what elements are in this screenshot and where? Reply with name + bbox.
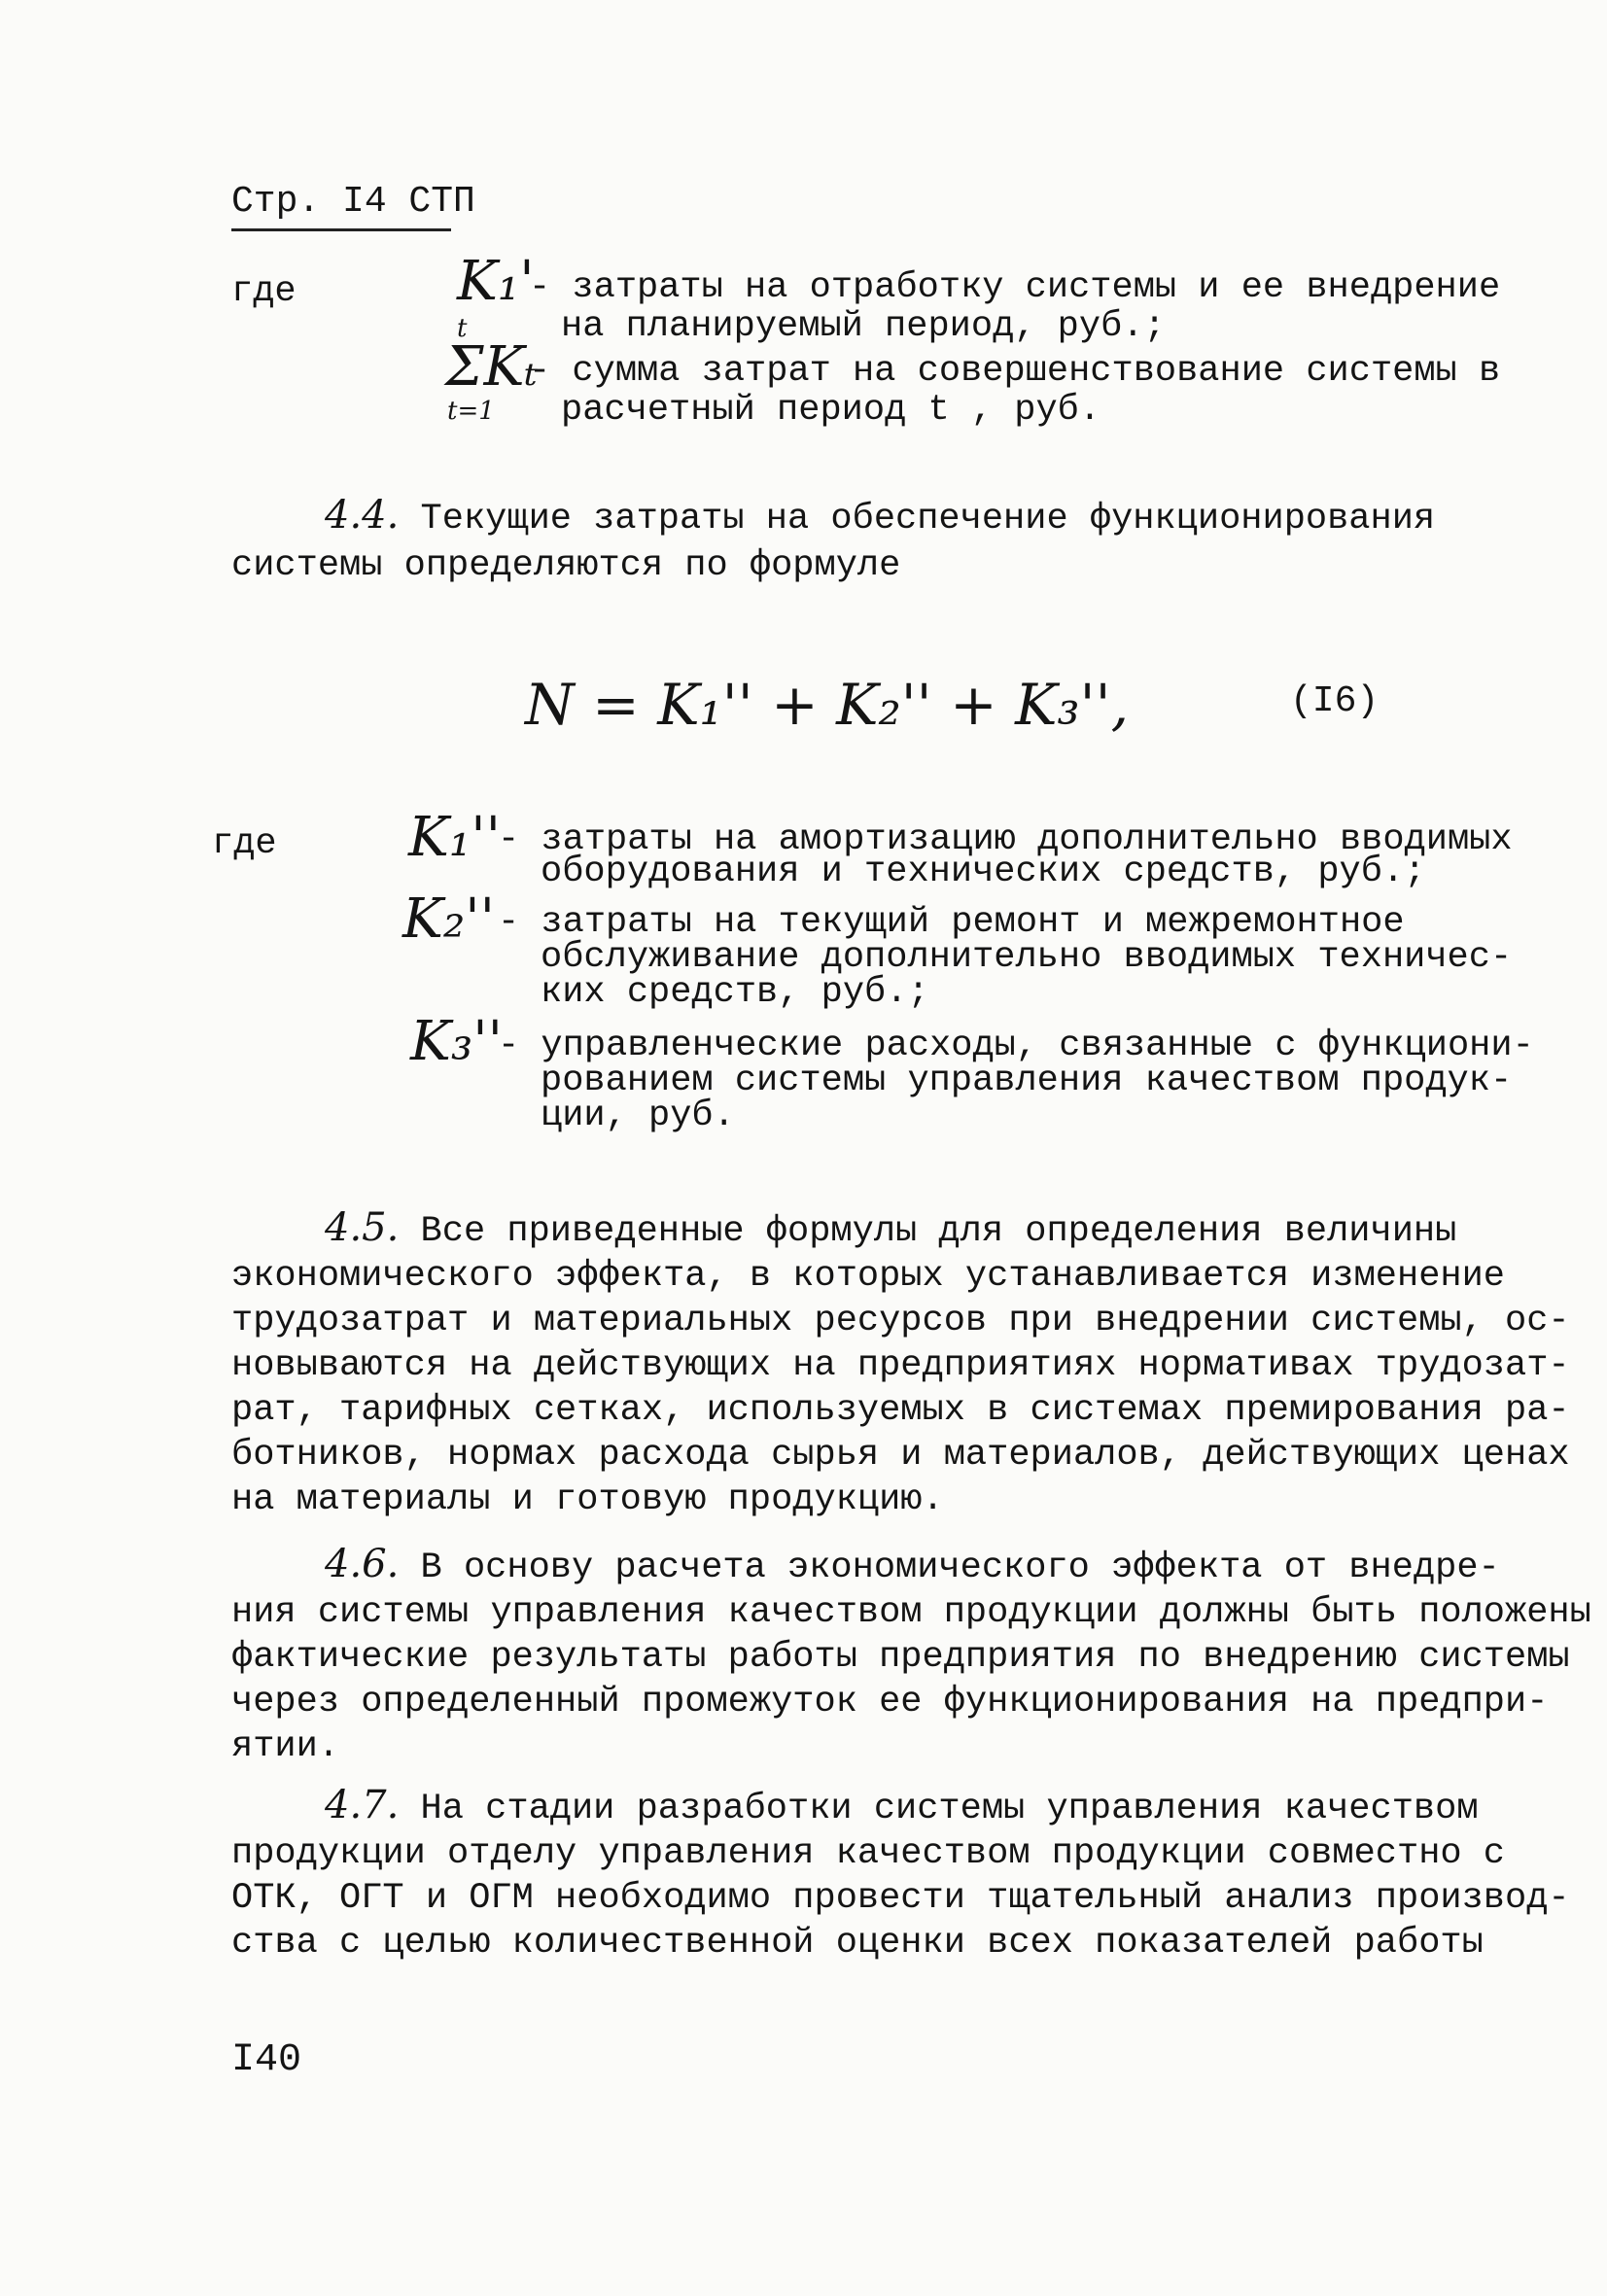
- definition-line: ции, руб.: [541, 1096, 735, 1136]
- definition-k1-double-prime: [498, 819, 1513, 892]
- definition-k2-double-prime: [498, 902, 1513, 1013]
- paragraph-line: фактические результаты работы предприятия по внедрению системы: [231, 1637, 1570, 1678]
- paragraph-number: 4.4.: [325, 493, 400, 538]
- paragraph-line: В основу расчета экономического эффекта от внедре-: [420, 1548, 1500, 1588]
- paragraph-4-6: [231, 1542, 1591, 1769]
- definition-line: обслуживание дополнительно вводимых техничес-: [541, 937, 1513, 978]
- page-number: I40: [231, 2038, 302, 2082]
- symbol-k1-prime-note: t: [457, 314, 468, 343]
- paragraph-line: Текущие затраты на обеспечение функционирования: [420, 499, 1436, 539]
- definition-line: - затраты на отработку системы и ее внедрение: [529, 267, 1501, 308]
- definition-line: - управленческие расходы, связанные с функциони-: [498, 1026, 1534, 1066]
- definition-k3-double-prime: [498, 1026, 1534, 1136]
- definition-line: оборудования и технических средств, руб.;: [541, 852, 1426, 892]
- symbol-k1-double-prime: K₁'': [408, 806, 502, 869]
- paragraph-line: ния системы управления качеством продукции должны быть положены: [231, 1592, 1591, 1633]
- definition-line: - затраты на амортизацию дополнительно вводимых: [498, 819, 1513, 860]
- paragraph-4-7: [231, 1783, 1570, 1966]
- paragraph-line: системы определяются по формуле: [231, 545, 901, 586]
- paragraph-line: рат, тарифных сетках, используемых в системах премирования ра-: [231, 1390, 1570, 1431]
- definition-line: - сумма затрат на совершенствование системы в: [529, 351, 1501, 392]
- symbol-k2-double-prime: K₂'': [402, 887, 496, 951]
- definition-line: расчетный период t , руб.: [561, 390, 1101, 431]
- definition-line: ких средств, руб.;: [541, 972, 929, 1013]
- page-header: Стр. I4 СТП: [231, 181, 475, 223]
- where-label-2: где: [212, 823, 277, 864]
- paragraph-line: На стадии разработки системы управления качеством: [420, 1789, 1479, 1829]
- paragraph-line: новываются на действующих на предприятиях нормативах трудозат-: [231, 1345, 1570, 1386]
- equation-number: (I6): [1290, 680, 1380, 722]
- paragraph-4-4: [231, 492, 1458, 589]
- definition-line: на планируемый период, руб.;: [561, 306, 1166, 347]
- paragraph-line: ОТК, ОГТ и ОГМ необходимо провести тщательный анализ производ-: [231, 1878, 1570, 1919]
- definition-k1-prime: [529, 268, 1500, 346]
- where-label-1: где: [231, 271, 297, 312]
- definition-sum-kt: [529, 352, 1500, 430]
- paragraph-line: трудозатрат и материальных ресурсов при внедрении системы, ос-: [231, 1301, 1570, 1341]
- definition-line: - затраты на текущий ремонт и межремонтное: [498, 902, 1405, 943]
- paragraph-line: ства с целью количественной оценки всех показателей работы: [231, 1923, 1484, 1964]
- symbol-sum-kt: ΣKₜ: [445, 335, 539, 399]
- paragraph-line: на материалы и готовую продукцию.: [231, 1479, 944, 1520]
- formula-16: N = K₁'' + K₂'' + K₃'',: [525, 672, 1130, 738]
- paragraph-line: ботников, нормах расхода сырья и материалов, действующих ценах: [231, 1435, 1570, 1476]
- paragraph-number: 4.5.: [325, 1205, 400, 1250]
- paragraph-number: 4.6.: [325, 1542, 400, 1586]
- paragraph-line: ятии.: [231, 1726, 340, 1767]
- paragraph-4-5: [231, 1205, 1570, 1522]
- symbol-k3-double-prime: K₃'': [410, 1010, 504, 1073]
- paragraph-line: Все приведенные формулы для определения величины: [420, 1211, 1457, 1252]
- paragraph-line: экономического эффекта, в которых устанавливается изменение: [231, 1256, 1506, 1297]
- symbol-k1-prime: K₁': [457, 250, 535, 313]
- paragraph-line: через определенный промежуток ее функционирования на предпри-: [231, 1682, 1549, 1722]
- definition-line: рованием системы управления качеством продук-: [541, 1061, 1513, 1101]
- header-underline: [231, 228, 451, 231]
- symbol-sum-kt-limits: t=1: [447, 397, 495, 426]
- paragraph-number: 4.7.: [325, 1783, 400, 1827]
- paragraph-line: продукции отделу управления качеством продукции совместно с: [231, 1833, 1506, 1874]
